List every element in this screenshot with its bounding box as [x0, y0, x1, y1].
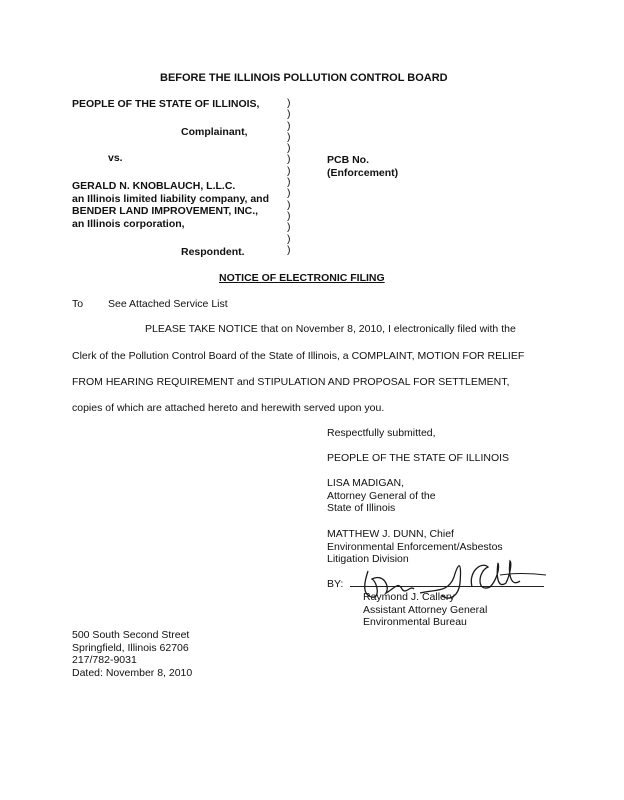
notice-body-line: copies of which are attached hereto and herewith served upon you.	[72, 402, 385, 414]
paren-mark: )	[287, 153, 291, 166]
paren-mark: )	[287, 187, 291, 200]
attorney-general-block	[327, 477, 436, 515]
versus-label: vs.	[108, 152, 123, 164]
paren-mark: )	[287, 209, 291, 222]
paren-mark: )	[287, 198, 291, 211]
address-phone: 217/782-9031	[72, 654, 137, 666]
respondent-role: Respondent.	[181, 246, 245, 258]
by-label: BY:	[327, 578, 344, 590]
to-label: To	[72, 298, 84, 310]
respondent-line: GERALD N. KNOBLAUCH, L.L.C.	[72, 180, 236, 192]
signer-block	[363, 591, 487, 629]
paren-mark: )	[287, 142, 291, 155]
respondent-line: an Illinois corporation,	[72, 217, 185, 230]
paren-mark: )	[287, 221, 291, 234]
signer-title: Assistant Attorney General	[363, 603, 488, 616]
complainant-party: PEOPLE OF THE STATE OF ILLINOIS,	[72, 98, 260, 110]
paren-mark: )	[287, 130, 291, 143]
paren-mark: )	[287, 97, 291, 109]
party-name: PEOPLE OF THE STATE OF ILLINOIS	[327, 452, 510, 464]
address-block	[72, 629, 192, 679]
signer-title: Environmental Bureau	[363, 616, 467, 628]
page-title: BEFORE THE ILLINOIS POLLUTION CONTROL BOARD	[160, 72, 448, 84]
chief-title: Litigation Division	[327, 553, 409, 565]
address-city: Springfield, Illinois 62706	[72, 641, 189, 654]
ag-title: Attorney General of the	[327, 489, 436, 502]
case-number: PCB No.	[327, 154, 369, 166]
complainant-role: Complainant,	[181, 126, 248, 138]
notice-body-line: Clerk of the Pollution Control Board of the State of Illinois, a COMPLAINT, MOTION FOR RELIEF	[72, 350, 525, 362]
chief-title: Environmental Enforcement/Asbestos	[327, 540, 503, 553]
caption-paren-column	[287, 98, 291, 256]
to-value: See Attached Service List	[108, 298, 228, 310]
date-line: Dated: November 8, 2010	[72, 666, 193, 679]
address-street: 500 South Second Street	[72, 629, 190, 641]
closing: Respectfully submitted,	[327, 427, 436, 439]
case-type: (Enforcement)	[327, 166, 399, 179]
signer-name: Raymond J. Callery	[363, 591, 455, 603]
paren-mark: )	[287, 176, 291, 189]
paren-mark: )	[287, 119, 291, 132]
respondent-block	[72, 180, 269, 230]
paren-mark: )	[287, 108, 291, 121]
paren-mark: )	[287, 164, 291, 177]
notice-heading: NOTICE OF ELECTRONIC FILING	[219, 272, 385, 284]
notice-body-line: FROM HEARING REQUIREMENT and STIPULATION AND PROPOSAL FOR SETTLEMENT,	[72, 376, 510, 388]
ag-title: State of Illinois	[327, 502, 396, 514]
case-info	[327, 154, 398, 179]
paren-mark: )	[287, 232, 291, 245]
paren-mark: )	[287, 243, 291, 256]
notice-body-line: PLEASE TAKE NOTICE that on November 8, 2010, I electronically filed with the	[145, 323, 516, 335]
ag-name: LISA MADIGAN,	[327, 477, 405, 489]
respondent-line: BENDER LAND IMPROVEMENT, INC.,	[72, 205, 259, 217]
chief-name: MATTHEW J. DUNN, Chief	[327, 528, 454, 540]
respondent-line: an Illinois limited liability company, and	[72, 192, 270, 205]
